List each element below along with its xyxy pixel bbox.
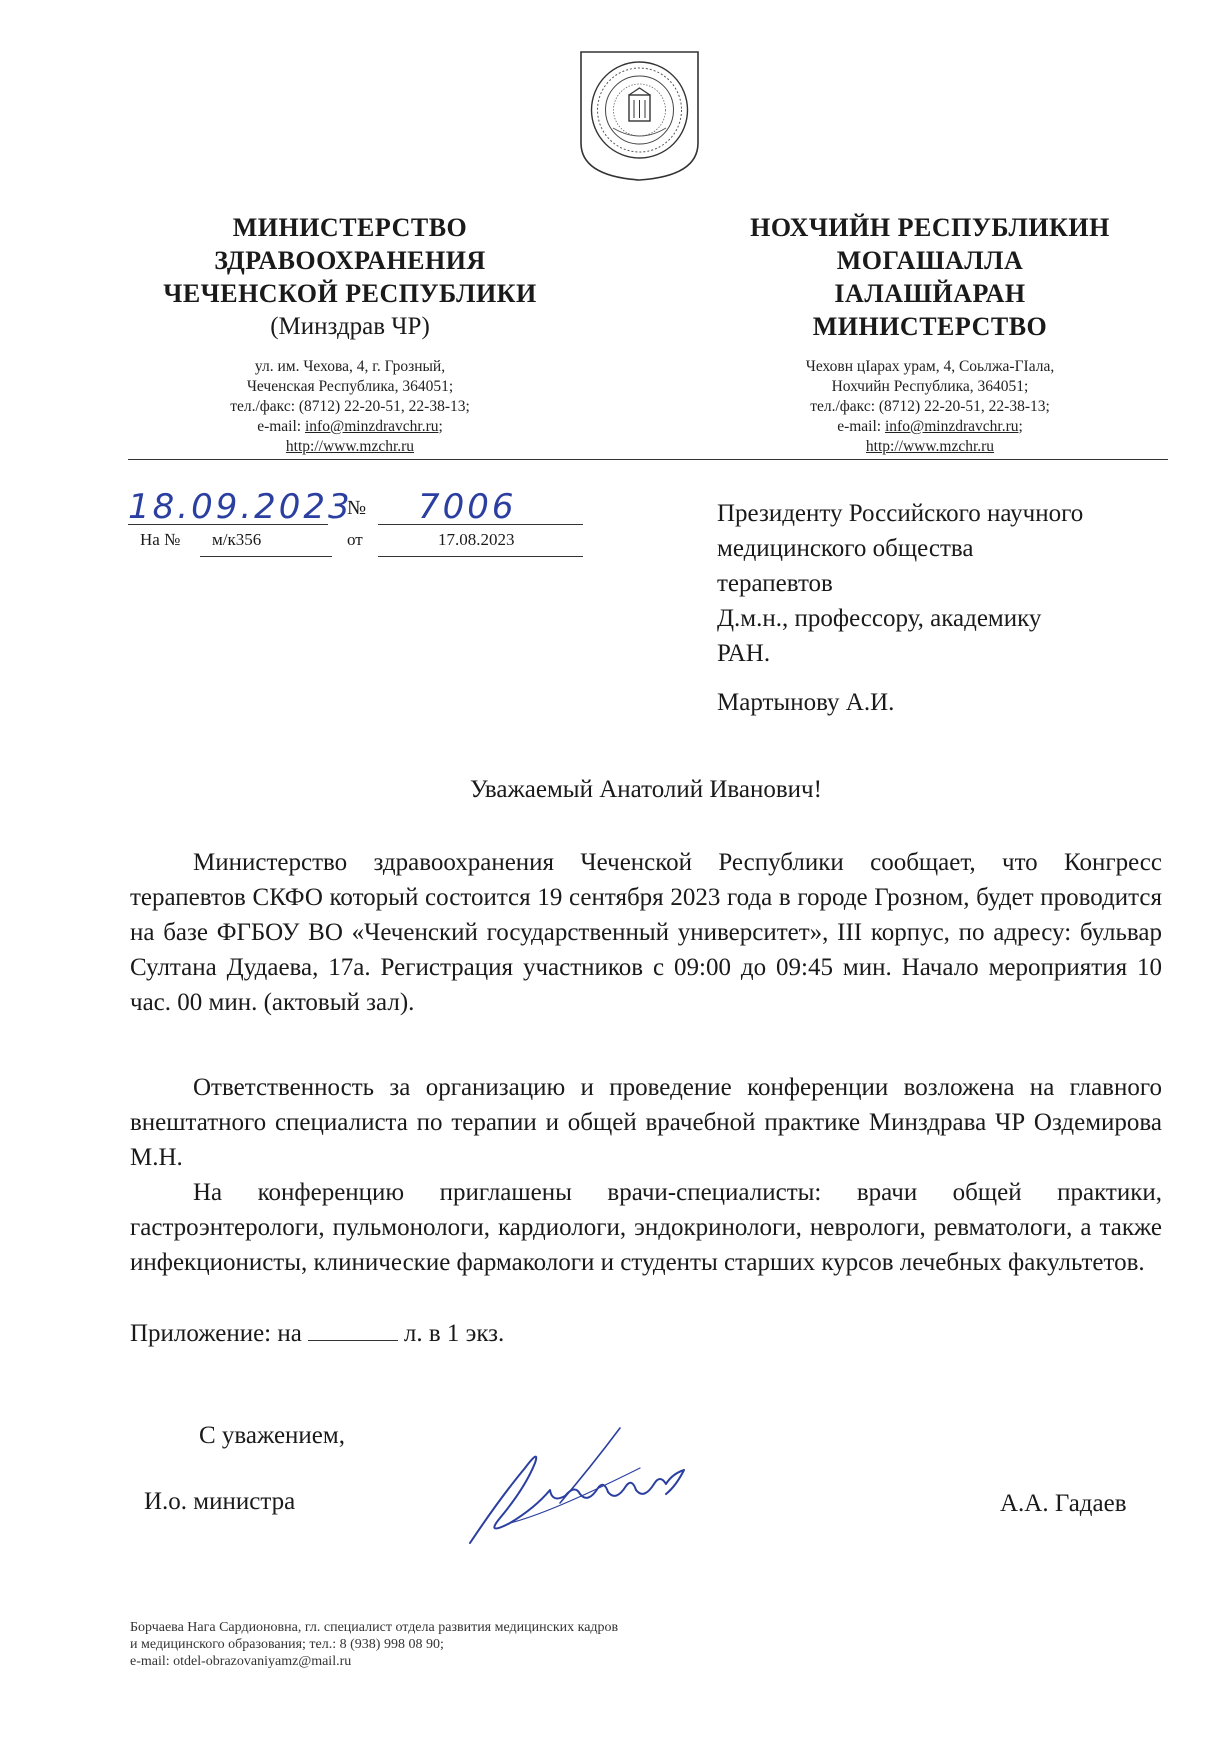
address-line: Чеченская Республика, 364051; [246, 378, 454, 395]
website-link[interactable]: http://www.mzchr.ru [865, 438, 995, 455]
email-suffix: ; [1018, 418, 1023, 435]
addressee-line: терапевтов [717, 570, 833, 597]
attachment-line [130, 1320, 504, 1348]
website-link[interactable]: http://www.mzchr.ru [285, 438, 415, 455]
body-paragraph: Министерство здравоохранения Чеченской Республики сообщает, что Конгресс терапевтов СКФО который состоится 19 сентября 2023 года в городе Грозном, будет проводится на базе ФГБОУ ВО «Чеченский государственный университет», III корпус, по адресу: бульвар Султана Дудаева, 17а. Регистрация участников с 09:00 до 09:45 мин. Начало мероприятия 10 час. 00 мин. (актовый зал). [130, 849, 1162, 1016]
attachment-pages-blank [308, 1320, 398, 1341]
number-sign: № [347, 497, 367, 519]
email-label: e-mail: [257, 418, 305, 435]
handwritten-signature [440, 1408, 730, 1558]
addressee-line: медицинского общества [717, 535, 974, 562]
reference-label: На № [140, 530, 181, 549]
closing-regards: С уважением, [199, 1422, 345, 1449]
body-paragraph: На конференцию приглашены врачи-специалисты: врачи общей практики, гастроэнтерологи, пульмонологи, кардиологи, эндокринологи, неврологи, ревматологи, а также инфекционисты, клинические фармакологи и студенты старших курсов лечебных факультетов. [130, 1179, 1162, 1276]
addressee-line: РАН. [717, 640, 771, 667]
email-suffix: ; [438, 418, 443, 435]
addressee-line: Д.м.н., профессору, академику [717, 605, 1042, 632]
attachment-suffix: л. в 1 экз. [403, 1320, 505, 1347]
addressee-name: Мартынову А.И. [717, 689, 895, 716]
outgoing-number: 7006 [418, 487, 517, 527]
email-link[interactable]: info@minzdravchr.ru [304, 418, 439, 435]
number-underline [378, 524, 583, 525]
outgoing-date: 18.09.2023 [128, 487, 353, 527]
ministry-address-russian [130, 357, 570, 457]
signer-name: А.А. Гадаев [1000, 1490, 1127, 1517]
email-label: e-mail: [837, 418, 885, 435]
date-underline [128, 524, 328, 525]
attachment-label: Приложение: на [130, 1320, 302, 1347]
addressee-line: Президенту Российского научного [717, 500, 1084, 527]
ministry-title-line: МИНИСТЕРСТВО [232, 213, 468, 242]
ministry-title-line: МИНИСТЕРСТВО [812, 312, 1048, 341]
email-link[interactable]: info@minzdravchr.ru [884, 418, 1019, 435]
signer-position: И.о. министра [144, 1488, 296, 1515]
ministry-title-line: ЗДРАВООХРАНЕНИЯ [214, 246, 486, 275]
reference-number-underline [200, 556, 332, 557]
reference-date-underline [378, 556, 583, 557]
reference-date: 17.08.2023 [438, 530, 515, 549]
ministry-title-line: ЧЕЧЕНСКОЙ РЕСПУБЛИКИ [163, 279, 537, 308]
ministry-address-chechen [690, 357, 1170, 457]
reference-from-label: от [347, 530, 363, 549]
address-line: тел./факс: (8712) 22-20-51, 22-38-13; [230, 398, 470, 415]
body-paragraph: Ответственность за организацию и проведение конференции возложена на главного внештатного специалиста по терапии и общей врачебной практике Минздрава ЧР Оздемирова М.Н. [130, 1074, 1162, 1171]
ministry-title-line: НОХЧИЙН РЕСПУБЛИКИН [750, 213, 1110, 242]
email-line [130, 417, 570, 437]
footer-line: и медицинского образования; тел.: 8 (938) 998 08 90; [130, 1637, 444, 1652]
contact-footer [130, 1619, 618, 1670]
email-line [690, 417, 1170, 437]
header-divider [128, 459, 1168, 460]
address-line: Чеховн цIарах урам, 4, Соьлжа-ГIала, [805, 358, 1055, 375]
addressee-block [717, 496, 1187, 720]
ministry-name-chechen [690, 211, 1170, 343]
address-line: Нохчийн Республика, 364051; [831, 378, 1029, 395]
address-line: тел./факс: (8712) 22-20-51, 22-38-13; [810, 398, 1050, 415]
ministry-short-name: (Минздрав ЧР) [270, 313, 430, 340]
coat-of-arms-emblem [577, 48, 702, 183]
ministry-title-line: МОГАШАЛЛА [836, 246, 1024, 275]
footer-line: Борчаева Нага Сардионовна, гл. специалист отдела развития медицинских кадров [130, 1620, 619, 1635]
reference-number: м/к356 [212, 530, 262, 549]
footer-line: e-mail: otdel-obrazovaniyamz@mail.ru [130, 1654, 352, 1669]
address-line: ул. им. Чехова, 4, г. Грозный, [254, 358, 446, 375]
ministry-title-line: IАЛАШЙАРАН [834, 279, 1026, 308]
salutation: Уважаемый Анатолий Иванович! [470, 776, 822, 803]
ministry-name-russian [130, 211, 570, 343]
